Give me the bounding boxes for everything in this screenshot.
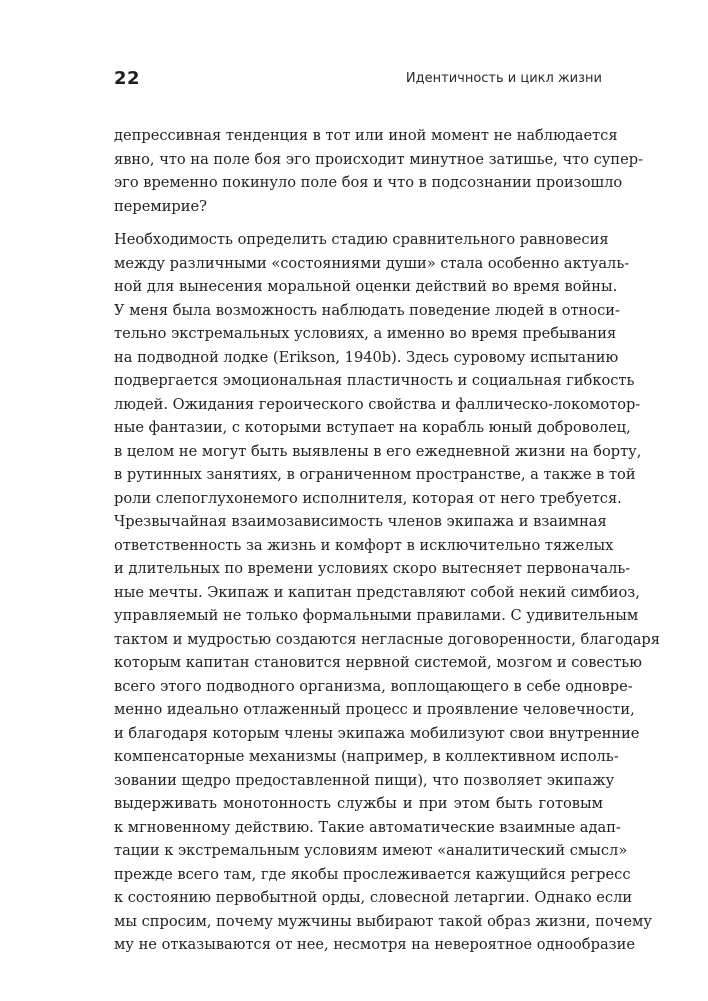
paragraph-gap [114, 218, 603, 228]
text-line: к мгновенному действию. Такие автоматические взаимные адап- [114, 818, 621, 836]
text-line: ной для вынесения моральной оценки действий во время войны. [114, 278, 618, 295]
text-line: тации к экстремальным условиям имеют «аналитический смысл» [114, 842, 628, 859]
body-text [114, 124, 660, 957]
text-line: эго временно покинуло поле боя и что в подсознании произошло [114, 174, 623, 191]
text-line: Необходимость определить стадию сравнительного равновесия [114, 231, 609, 248]
text-line: ные мечты. Экипаж и капитан представляют собой некий симбиоз, [114, 583, 640, 601]
text-line: У меня была возможность наблюдать поведение людей в относи- [114, 301, 620, 319]
text-line: подвергается эмоциональная пластичность и социальная гибкость [114, 372, 635, 389]
running-title: Идентичность и цикл жизни [405, 71, 602, 86]
paragraph [114, 228, 660, 957]
text-line: ответственность за жизнь и комфорт в исключительно тяжелых [114, 536, 614, 554]
text-line: прежде всего там, где якобы прослеживается кажущийся регресс [114, 865, 631, 883]
text-line: депрессивная тенденция в тот или иной момент не наблюдается [114, 127, 618, 144]
text-line: мы спросим, почему мужчины выбирают такой образ жизни, почему [114, 912, 652, 930]
text-line: роли слепоглухонемого исполнителя, которая от него требуется. [114, 489, 622, 507]
text-line: Чрезвычайная взаимозависимость членов экипажа и взаимная [114, 513, 607, 530]
text-line: в целом не могут быть выявлены в его ежедневной жизни на борту, [114, 442, 642, 460]
page-header [114, 68, 602, 94]
text-line: явно, что на поле боя эго происходит минутное затишье, что супер- [114, 150, 644, 168]
text-line: которым капитан становится нервной системой, мозгом и совестью [114, 654, 642, 671]
text-line: му не отказываются от нее, несмотря на невероятное однообразие [114, 936, 635, 953]
text-line: тактом и мудростью создаются негласные договоренности, благодаря [114, 630, 660, 648]
text-line: перемирие? [114, 197, 207, 215]
text-line: всего этого подводного организма, воплощающего в себе одновре- [114, 677, 633, 695]
page-number: 22 [114, 68, 141, 89]
text-line: управляемый не только формальными правилами. С удивительным [114, 607, 639, 624]
text-line: и длительных по времени условиях скоро вытесняет первоначаль- [114, 560, 631, 577]
text-line: компенсаторные механизмы (например, в коллективном исполь- [114, 748, 619, 765]
text-line: выдерживать монотонность службы и при этом быть готовым [114, 795, 603, 812]
text-line: зовании щедро предоставленной пищи), что позволяет экипажу [114, 771, 615, 789]
text-line: к состоянию первобытной орды, словесной летаргии. Однако если [114, 889, 633, 906]
text-line: на подводной лодке (Erikson, 1940b). Здесь суровому испытанию [114, 348, 619, 366]
text-line: между различными «состояниями души» стала особенно актуаль- [114, 254, 630, 272]
text-line: и благодаря которым члены экипажа мобилизуют свои внутренние [114, 724, 640, 742]
text-line: в рутинных занятиях, в ограниченном пространстве, а также в той [114, 466, 636, 483]
text-line: тельно экстремальных условиях, а именно во время пребывания [114, 325, 617, 342]
text-line: менно идеально отлаженный процесс и проявление человечности, [114, 701, 635, 718]
paragraph [114, 124, 644, 218]
text-line: ные фантазии, с которыми вступает на корабль юный доброволец, [114, 419, 631, 436]
text-line: людей. Ожидания героического свойства и фаллическо-локомотор- [114, 395, 641, 413]
